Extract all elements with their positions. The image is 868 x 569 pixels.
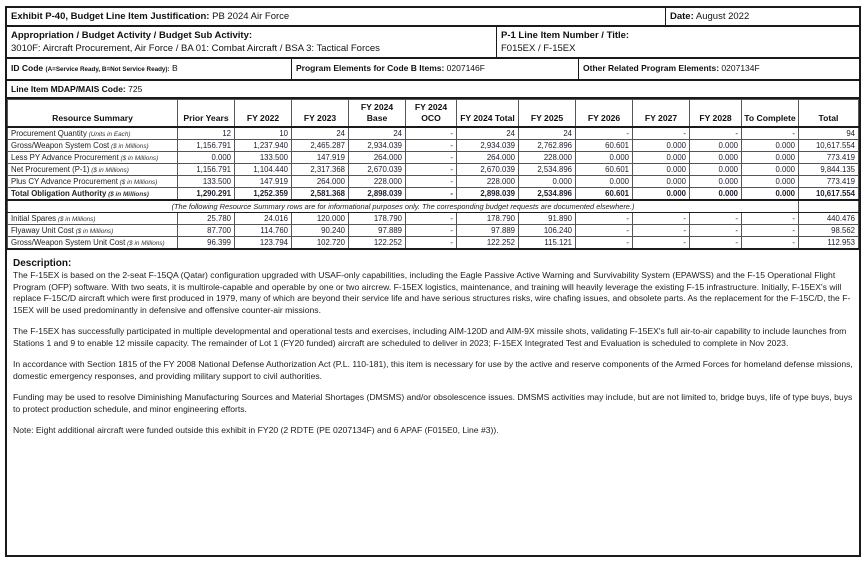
value-cell: 178.790	[457, 213, 519, 225]
value-cell: 1,252.359	[235, 188, 292, 201]
value-cell: 0.000	[633, 188, 690, 201]
description-paragraph: Funding may be used to resolve Diminishing Manufacturing Sources and Material Shortages (DMSMS) and/or obsolescence issues. DMSMS activities may include, but are not limited to, bridge buys, life of type buys, buys to protect production schedule, and minor engineering efforts.	[13, 392, 853, 414]
value-cell: 10	[235, 127, 292, 140]
other-program-elements-value: 0207134F	[719, 63, 760, 73]
value-cell: 97.889	[457, 225, 519, 237]
value-cell: 2,898.039	[349, 188, 406, 201]
value-cell: 133.500	[235, 152, 292, 164]
value-cell: 2,534.896	[519, 164, 576, 176]
value-cell: 0.000	[576, 176, 633, 188]
value-cell: -	[406, 152, 457, 164]
value-cell: -	[742, 225, 799, 237]
value-cell: 98.562	[799, 225, 859, 237]
value-cell: -	[690, 213, 742, 225]
value-cell: 2,465.287	[292, 140, 349, 152]
value-cell: 1,156.791	[178, 140, 235, 152]
value-cell: 264.000	[349, 152, 406, 164]
value-cell: 115.121	[519, 237, 576, 250]
value-cell: 25.780	[178, 213, 235, 225]
value-cell: -	[576, 127, 633, 140]
value-cell: 1,237.940	[235, 140, 292, 152]
column-header: FY 2022	[235, 100, 292, 128]
value-cell: -	[406, 164, 457, 176]
column-header: FY 2024 Base	[349, 100, 406, 128]
value-cell: 1,290.291	[178, 188, 235, 201]
value-cell: 2,534.896	[519, 188, 576, 201]
value-cell: 228.000	[457, 176, 519, 188]
value-cell: -	[633, 237, 690, 250]
column-header: FY 2024 Total	[457, 100, 519, 128]
value-cell: 90.240	[292, 225, 349, 237]
mdap-code-cell	[7, 81, 146, 97]
value-cell: 60.601	[576, 164, 633, 176]
id-code-row	[7, 59, 859, 81]
value-cell: 102.720	[292, 237, 349, 250]
value-cell: 0.000	[742, 140, 799, 152]
p40-exhibit-document	[5, 6, 861, 557]
table-row	[8, 237, 859, 250]
row-label: Gross/Weapon System Cost ($ in Millions)	[8, 140, 178, 152]
value-cell: 0.000	[178, 152, 235, 164]
date-value: August 2022	[693, 11, 750, 22]
value-cell: 91.890	[519, 213, 576, 225]
value-cell: 120.000	[292, 213, 349, 225]
table-row	[8, 225, 859, 237]
value-cell: 0.000	[742, 164, 799, 176]
value-cell: 24	[349, 127, 406, 140]
appropriation-value: 3010F: Aircraft Procurement, Air Force / BA 01: Combat Aircraft / BSA 3: Tactical Forces	[11, 43, 380, 54]
mdap-label: Line Item MDAP/MAIS Code:	[11, 84, 126, 94]
id-code-label: ID Code	[11, 63, 44, 73]
description-section	[7, 250, 859, 437]
informational-note: (The following Resource Summary rows are for informational purposes only. The corresponding budget requests are documented elsewhere.)	[8, 200, 799, 213]
value-cell: 773.419	[799, 152, 859, 164]
table-row	[8, 188, 859, 201]
value-cell: -	[406, 225, 457, 237]
exhibit-label: Exhibit P-40, Budget Line Item Justification:	[11, 11, 210, 22]
value-cell: 0.000	[690, 188, 742, 201]
value-cell: 122.252	[457, 237, 519, 250]
value-cell: 0.000	[576, 152, 633, 164]
value-cell: 2,670.039	[349, 164, 406, 176]
value-cell: -	[406, 140, 457, 152]
value-cell: 10,617.554	[799, 140, 859, 152]
value-cell: -	[633, 213, 690, 225]
value-cell: 12	[178, 127, 235, 140]
value-cell: -	[633, 127, 690, 140]
row-label: Initial Spares ($ in Millions)	[8, 213, 178, 225]
value-cell: 2,898.039	[457, 188, 519, 201]
value-cell: -	[690, 237, 742, 250]
value-cell: -	[576, 237, 633, 250]
value-cell: 0.000	[519, 176, 576, 188]
value-cell: 0.000	[690, 164, 742, 176]
program-elements-cell	[291, 59, 578, 79]
value-cell: 60.601	[576, 188, 633, 201]
value-cell: 228.000	[519, 152, 576, 164]
column-header: Prior Years	[178, 100, 235, 128]
row-label: Procurement Quantity (Units in Each)	[8, 127, 178, 140]
value-cell: 0.000	[742, 188, 799, 201]
value-cell: -	[406, 127, 457, 140]
value-cell: -	[690, 127, 742, 140]
value-cell: 2,934.039	[349, 140, 406, 152]
value-cell: 106.240	[519, 225, 576, 237]
id-code-cell	[7, 59, 291, 79]
value-cell: 123.794	[235, 237, 292, 250]
description-paragraph: In accordance with Section 1815 of the FY 2008 National Defense Authorization Act (P.L. 110-181), this item is necessary for use by the active and reserve components of the Armed Forces for homeland defense missions, domestic emergency responses, and providing military support to civil authorities.	[13, 359, 853, 381]
value-cell: 0.000	[633, 176, 690, 188]
other-program-elements-cell	[578, 59, 859, 79]
mdap-value: 725	[125, 84, 143, 94]
column-header: FY 2027	[633, 100, 690, 128]
value-cell: 178.790	[349, 213, 406, 225]
value-cell: -	[742, 213, 799, 225]
value-cell: 0.000	[742, 176, 799, 188]
mdap-code-row	[7, 81, 859, 99]
appropriation-cell	[7, 27, 496, 57]
value-cell: 122.252	[349, 237, 406, 250]
description-paragraphs	[13, 270, 853, 437]
value-cell: 2,670.039	[457, 164, 519, 176]
row-label: Less PY Advance Procurement ($ in Millions)	[8, 152, 178, 164]
value-cell: 114.760	[235, 225, 292, 237]
value-cell: -	[406, 213, 457, 225]
column-header: FY 2028	[690, 100, 742, 128]
informational-note-row	[8, 200, 859, 213]
description-paragraph: Note: Eight additional aircraft were funded outside this exhibit in FY20 (2 RDTE (PE 0207134F) and 6 APAF (F015E0, Line #3)).	[13, 425, 499, 435]
value-cell: 60.601	[576, 140, 633, 152]
exhibit-value: PB 2024 Air Force	[209, 11, 290, 22]
program-elements-label: Program Elements for Code B Items:	[296, 63, 445, 73]
value-cell: 2,762.896	[519, 140, 576, 152]
value-cell: 147.919	[292, 152, 349, 164]
row-label: Gross/Weapon System Unit Cost ($ in Millions)	[8, 237, 178, 250]
row-label: Flyaway Unit Cost ($ in Millions)	[8, 225, 178, 237]
value-cell: -	[742, 127, 799, 140]
value-cell: 2,317.368	[292, 164, 349, 176]
value-cell: 9,844.135	[799, 164, 859, 176]
value-cell: 10,617.554	[799, 188, 859, 201]
value-cell: 228.000	[349, 176, 406, 188]
column-header: FY 2026	[576, 100, 633, 128]
table-row	[8, 164, 859, 176]
value-cell: -	[690, 225, 742, 237]
value-cell: 147.919	[235, 176, 292, 188]
value-cell: 0.000	[633, 152, 690, 164]
table-row	[8, 140, 859, 152]
p1-value: F015EX / F-15EX	[501, 43, 576, 54]
value-cell: 133.500	[178, 176, 235, 188]
id-code-value: B	[169, 63, 178, 73]
value-cell: 24	[292, 127, 349, 140]
value-cell: 0.000	[690, 176, 742, 188]
row-label: Plus CY Advance Procurement ($ in Millions)	[8, 176, 178, 188]
column-header: FY 2024 OCO	[406, 100, 457, 128]
value-cell: -	[633, 225, 690, 237]
table-row	[8, 213, 859, 225]
column-header: FY 2023	[292, 100, 349, 128]
value-cell: 2,934.039	[457, 140, 519, 152]
empty-cell	[799, 200, 859, 213]
description-paragraph: The F-15EX is based on the 2-seat F-15QA (Qatar) configuration upgraded with USAF-only capabilities, including the Eagle Passive Active Warning and Survivability System (EPAWSS) and the F-15 Operational Flight Program (OFP) software. With two seats, it is multirole-capable and operable by one or two aircrew. F-15EX logistics, maintenance, and training will heavily leverage the existing F-15 infrastructure. Initially, F-15EX's will replace F-15C/D aircraft which were first produced in 1979, many of which are beyond their service life and have serious structures risks, wire chafing issues, and obsolete parts. As the replacement for the F-15C/D, the F-15EX will be used predominantly in defensive and offensive counter-air missions.	[13, 270, 851, 315]
value-cell: 0.000	[633, 164, 690, 176]
table-row	[8, 176, 859, 188]
p1-line-item-cell	[496, 27, 859, 57]
value-cell: -	[406, 176, 457, 188]
value-cell: 24	[457, 127, 519, 140]
row-label: Total Obligation Authority ($ in Millions)	[8, 188, 178, 201]
table-row	[8, 127, 859, 140]
value-cell: 87.700	[178, 225, 235, 237]
row-label: Net Procurement (P-1) ($ in Millions)	[8, 164, 178, 176]
value-cell: 264.000	[292, 176, 349, 188]
value-cell: 2,581.368	[292, 188, 349, 201]
exhibit-title-row	[7, 8, 859, 27]
description-paragraph: The F-15EX has successfully participated in multiple developmental and operational tests and exercises, including AIM-120D and AIM-9X missile shots, validating F-15EX's full air-to-air capability to include launches from Stations 1 and 9 to enable 12 missile capacity. The remainder of Lot 1 (FY20 funded) aircraft are scheduled to deliver in 2023; F-15EX Integrated Test and Evaluation is scheduled to complete in Nov 2023.	[13, 326, 847, 348]
value-cell: 0.000	[633, 140, 690, 152]
value-cell: -	[576, 225, 633, 237]
description-title: Description:	[13, 258, 72, 269]
resource-summary-table	[7, 99, 859, 250]
value-cell: 24.016	[235, 213, 292, 225]
value-cell: 97.889	[349, 225, 406, 237]
value-cell: -	[576, 213, 633, 225]
value-cell: 440.476	[799, 213, 859, 225]
appropriation-row	[7, 27, 859, 59]
value-cell: 1,104.440	[235, 164, 292, 176]
value-cell: -	[406, 237, 457, 250]
value-cell: 0.000	[742, 152, 799, 164]
value-cell: 0.000	[690, 152, 742, 164]
value-cell: 96.399	[178, 237, 235, 250]
table-header-row	[8, 100, 859, 128]
id-code-note: (A=Service Ready, B=Not Service Ready):	[45, 66, 170, 73]
column-header: To Complete	[742, 100, 799, 128]
column-header: Total	[799, 100, 859, 128]
value-cell: 112.953	[799, 237, 859, 250]
date-cell	[665, 8, 859, 25]
column-header: Resource Summary	[8, 100, 178, 128]
column-header: FY 2025	[519, 100, 576, 128]
program-elements-value: 0207146F	[444, 63, 485, 73]
value-cell: 0.000	[690, 140, 742, 152]
date-label: Date:	[670, 11, 694, 22]
value-cell: 1,156.791	[178, 164, 235, 176]
exhibit-title-cell	[7, 8, 665, 25]
appropriation-label: Appropriation / Budget Activity / Budget Sub Activity:	[11, 30, 253, 41]
table-row	[8, 152, 859, 164]
other-program-elements-label: Other Related Program Elements:	[583, 63, 720, 73]
value-cell: 94	[799, 127, 859, 140]
value-cell: 24	[519, 127, 576, 140]
value-cell: 264.000	[457, 152, 519, 164]
p1-label: P-1 Line Item Number / Title:	[501, 30, 630, 41]
value-cell: -	[742, 237, 799, 250]
value-cell: 773.419	[799, 176, 859, 188]
value-cell: -	[406, 188, 457, 201]
